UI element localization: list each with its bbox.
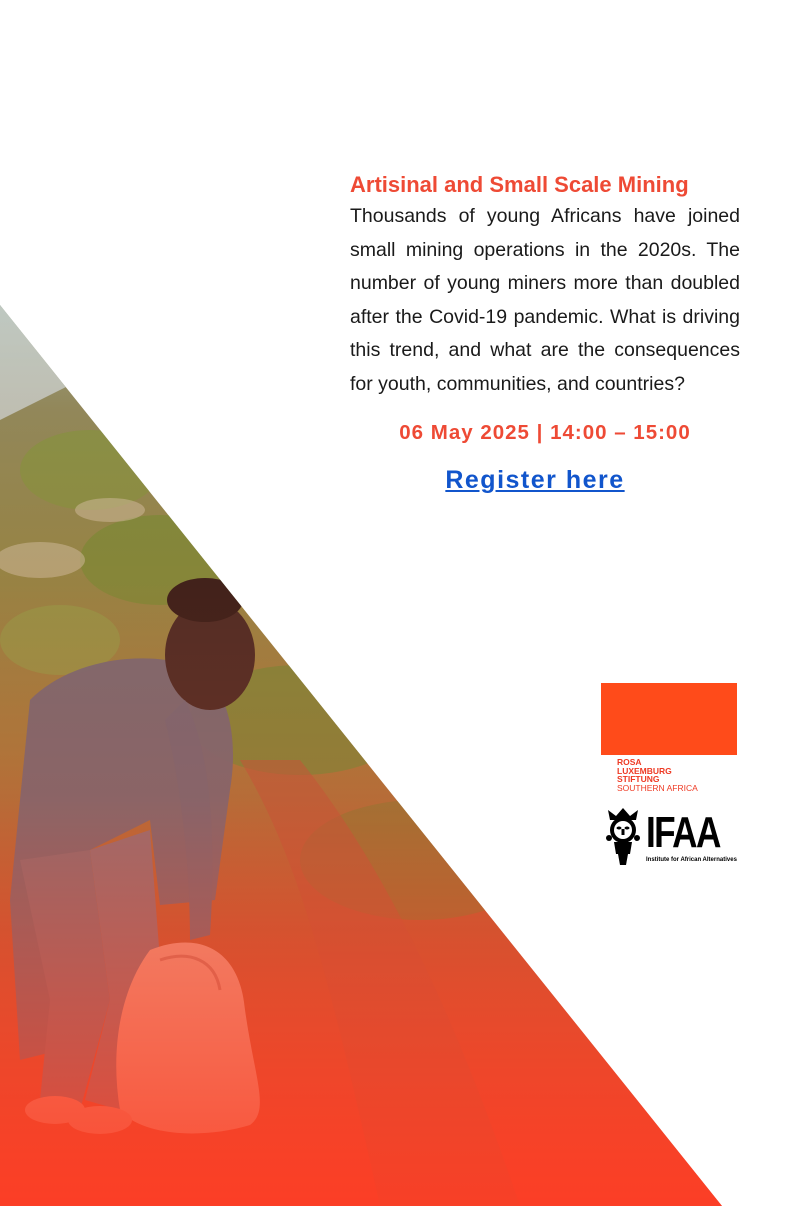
ifaa-wordmark: IFAA [646, 808, 720, 857]
rls-line-1: ROSA [617, 757, 642, 767]
register-link[interactable]: Register here [445, 466, 625, 494]
event-title: Artisinal and Small Scale Mining [350, 172, 689, 197]
event-description: Thousands of young Africans have joined small mining operations in the 2020s. The number of young miners more than doubled after the Covid-19 pandemic. What is driving this trend, and what are the consequences for youth, communities, and countries? [350, 205, 740, 395]
rls-line-4: SOUTHERN AFRICA [617, 782, 698, 793]
ifaa-logo [606, 808, 738, 868]
rosa-luxemburg-logo-block [601, 683, 737, 755]
african-mask-icon [606, 808, 640, 866]
event-date-time: 06 May 2025 | 14:00 – 15:00 [399, 421, 691, 444]
rls-line-2: LUXEMBURG [617, 765, 672, 776]
ifaa-tagline: Institute for African Alternatives [646, 857, 737, 863]
event-info [350, 170, 740, 401]
rosa-luxemburg-logo-text [617, 758, 698, 792]
rls-line-3: STIFTUNG [617, 774, 660, 784]
